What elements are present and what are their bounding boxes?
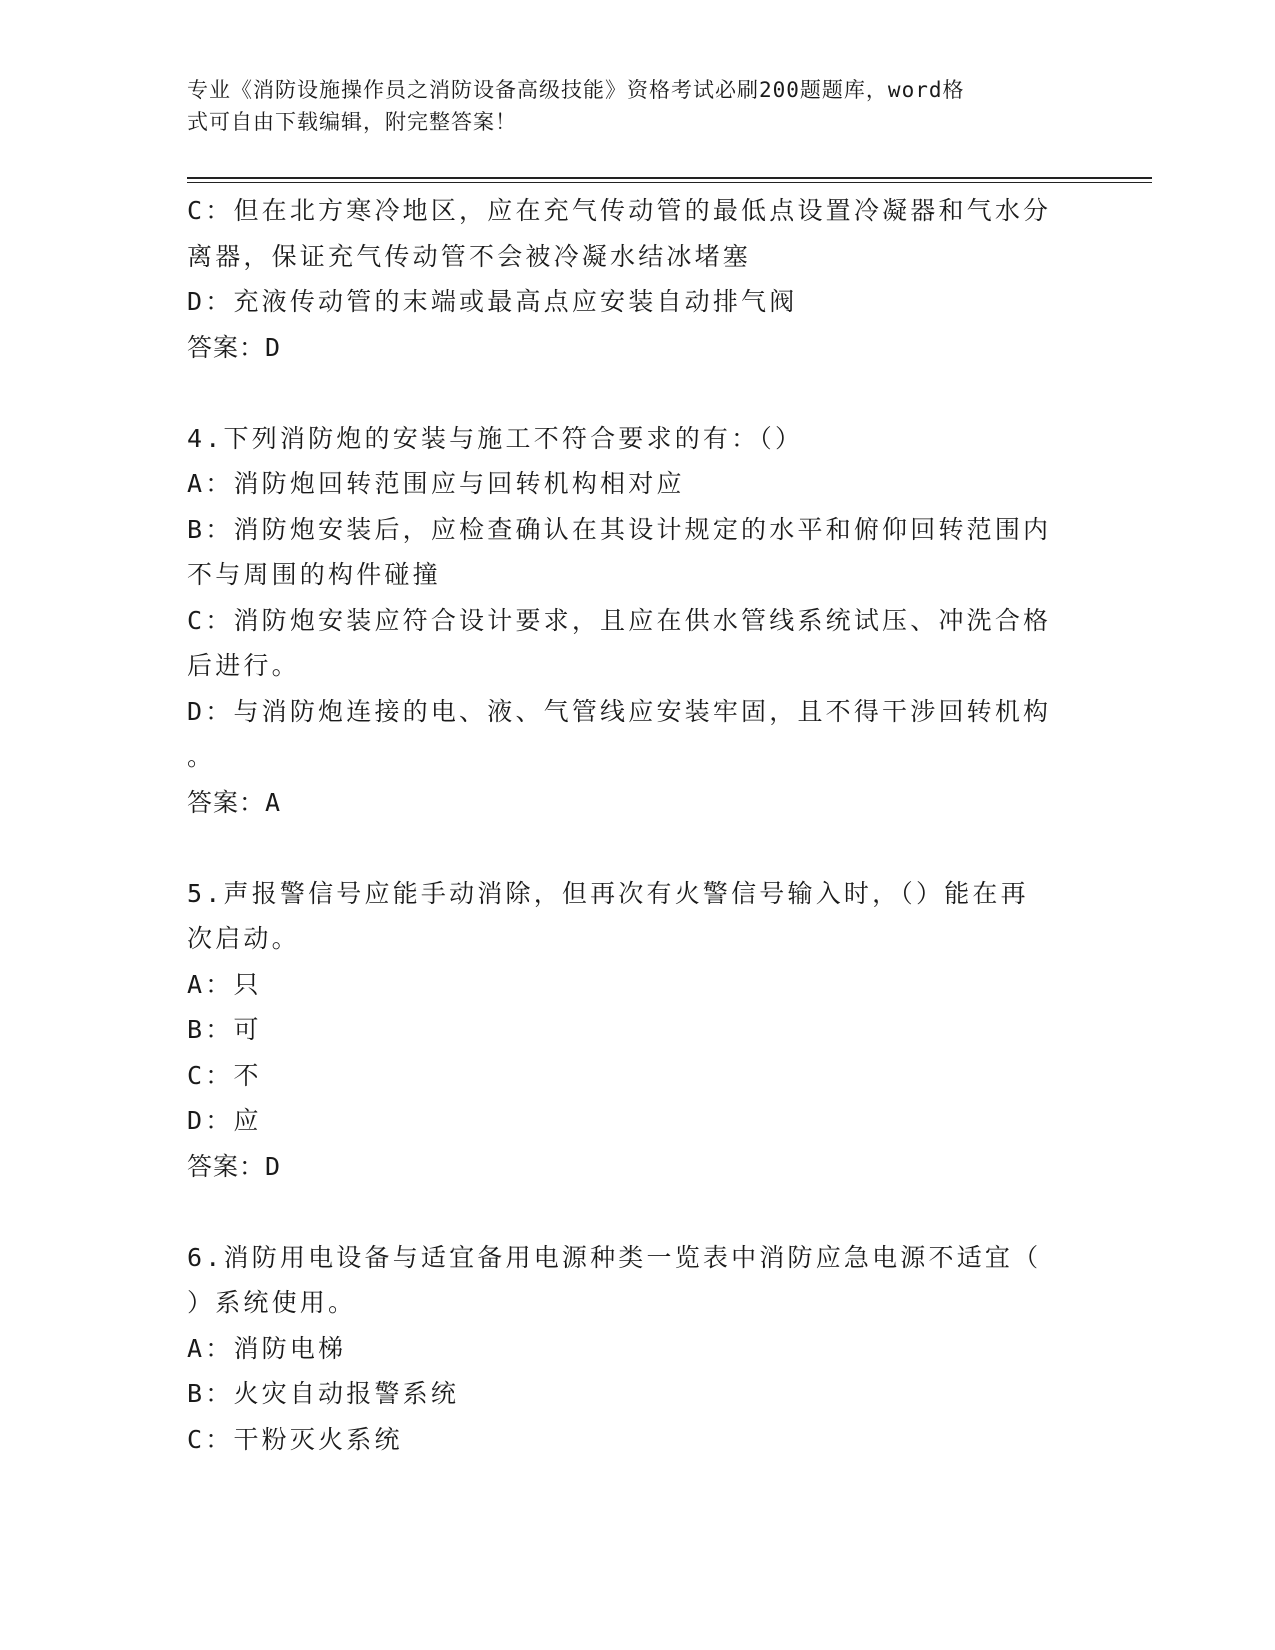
answer: 答案：D (187, 332, 282, 362)
question-3-continuation (187, 188, 1067, 370)
option-c-line-2: 后进行。 (187, 651, 300, 680)
option-a: A：消防炮回转范围应与回转机构相对应 (187, 469, 685, 498)
option-b-line-1: B：消防炮安装后，应检查确认在其设计规定的水平和俯仰回转范围内 (187, 514, 1052, 544)
question-text-line-2: 次启动。 (187, 924, 300, 953)
header-divider-thin (187, 182, 1152, 183)
header-divider-thick (187, 177, 1152, 179)
option-c-line-1: C：但在北方寒冷地区，应在充气传动管的最低点设置冷凝器和气水分 (187, 196, 1052, 225)
question-4 (187, 416, 1067, 826)
option-c-line-1: C：消防炮安装应符合设计要求，且应在供水管线系统试压、冲洗合格 (187, 605, 1052, 635)
answer: 答案：D (187, 1151, 282, 1181)
question-text-line-1: 6.消防用电设备与适宜备用电源种类一览表中消防应急电源不适宜（ (187, 1242, 1042, 1272)
option-c: C：不 (187, 1060, 262, 1090)
option-b: B：火灾自动报警系统 (187, 1379, 460, 1408)
option-d: D：充液传动管的末端或最高点应安装自动排气阀 (187, 287, 798, 316)
question-text-line-1: 5.声报警信号应能手动消除，但再次有火警信号输入时，（）能在再 (187, 878, 1029, 908)
header-line-1: 专业《消防设施操作员之消防设备高级技能》资格考试必刷200题题库，word格 (187, 78, 965, 102)
option-a: A：消防电梯 (187, 1333, 347, 1363)
option-a: A：只 (187, 969, 262, 999)
spacer (187, 1189, 1067, 1235)
option-c-line-2: 离器，保证充气传动管不会被冷凝水结冰堵塞 (187, 241, 752, 271)
spacer (187, 370, 1067, 416)
option-c: C：干粉灭火系统 (187, 1424, 403, 1454)
question-6 (187, 1235, 1067, 1463)
question-text: 4.下列消防炮的安装与施工不符合要求的有：（） (187, 423, 804, 453)
option-d-line-2: 。 (187, 742, 216, 771)
option-d: D：应 (187, 1106, 262, 1135)
document-header (187, 74, 1067, 138)
question-5 (187, 871, 1067, 1190)
option-d-line-1: D：与消防炮连接的电、液、气管线应安装牢固，且不得干涉回转机构 (187, 696, 1052, 726)
document-body (187, 188, 1067, 1462)
header-line-2: 式可自由下载编辑，附完整答案！ (187, 110, 517, 134)
answer: 答案：A (187, 787, 282, 817)
question-text-line-2: ）系统使用。 (187, 1288, 357, 1317)
spacer (187, 825, 1067, 871)
option-b-line-2: 不与周围的构件碰撞 (187, 560, 441, 589)
option-b: B：可 (187, 1015, 262, 1044)
